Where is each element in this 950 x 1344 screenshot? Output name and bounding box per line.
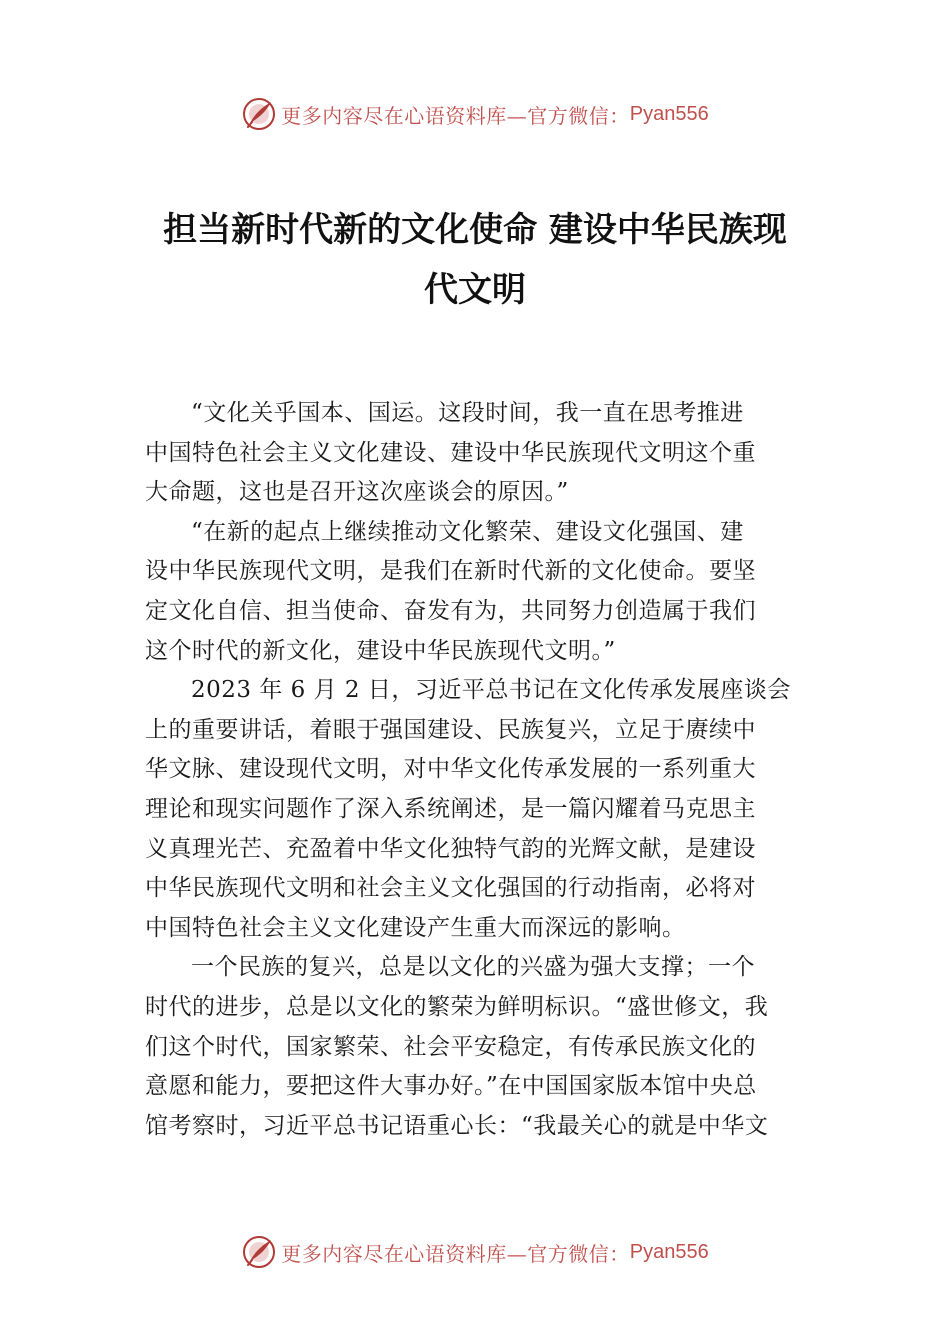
header-banner xyxy=(0,94,950,134)
text-line: 理论和现实问题作了深入系统阐述，是一篇闪耀着马克思主 xyxy=(145,795,756,822)
paragraph xyxy=(145,513,807,671)
text-line: 义真理光芒、充盈着中华文化独特气韵的光辉文献，是建设 xyxy=(145,835,756,862)
text-line: 中国特色社会主义文化建设、建设中华民族现代文明这个重 xyxy=(145,439,756,466)
paragraph xyxy=(145,671,807,948)
document-title xyxy=(145,200,805,320)
text-line: 一个民族的复兴，总是以文化的兴盛为强大支撑；一个 xyxy=(191,954,755,981)
footer-banner xyxy=(0,1232,950,1272)
text-line: “文化关乎国本、国运。这段时间，我一直在思考推进 xyxy=(191,400,744,426)
text-line: 定文化自信、担当使命、奋发有为，共同努力创造属于我们 xyxy=(145,597,756,624)
text-line: 馆考察时，习近平总书记语重心长：“我最关心的就是中华文 xyxy=(145,1112,769,1139)
text-line: 大命题，这也是召开这次座谈会的原因。” xyxy=(145,479,569,506)
text-line: 设中华民族现代文明，是我们在新时代新的文化使命。要坚 xyxy=(145,558,756,585)
text-line: 意愿和能力，要把这件大事办好。”在中国国家版本馆中央总 xyxy=(145,1073,757,1100)
text-line: 2023 年 6 月 2 日，习近平总书记在文化传承发展座谈会 xyxy=(191,677,791,704)
document-body xyxy=(145,394,807,1146)
quill-logo-icon xyxy=(241,96,277,132)
text-line: 中国特色社会主义文化建设产生重大而深远的影响。 xyxy=(145,914,686,941)
banner-wechat-id: Pyan556 xyxy=(629,1240,709,1263)
text-line: 华文脉、建设现代文明，对中华文化传承发展的一系列重大 xyxy=(145,756,756,783)
text-line: 们这个时代，国家繁荣、社会平安稳定，有传承民族文化的 xyxy=(145,1033,756,1060)
banner-text: 更多内容尽在心语资料库—官方微信： xyxy=(281,103,630,128)
paragraph xyxy=(145,948,807,1146)
text-line: “在新的起点上继续推动文化繁荣、建设文化强国、建 xyxy=(191,518,744,545)
paragraph xyxy=(145,394,807,513)
text-line: 中华民族现代文明和社会主义文化强国的行动指南，必将对 xyxy=(145,875,756,902)
text-line: 这个时代的新文化，建设中华民族现代文明。” xyxy=(145,637,616,664)
text-line: 上的重要讲话，着眼于强国建设、民族复兴，立足于赓续中 xyxy=(145,716,756,743)
text-line: 时代的进步，总是以文化的繁荣为鲜明标识。“盛世修文，我 xyxy=(145,993,769,1020)
quill-logo-icon xyxy=(241,1234,277,1270)
title-line: 担当新时代新的文化使命 建设中华民族现 xyxy=(163,210,787,250)
banner-wechat-id: Pyan556 xyxy=(629,102,709,125)
title-line: 代文明 xyxy=(424,270,526,310)
banner-text: 更多内容尽在心语资料库—官方微信： xyxy=(281,1241,630,1266)
